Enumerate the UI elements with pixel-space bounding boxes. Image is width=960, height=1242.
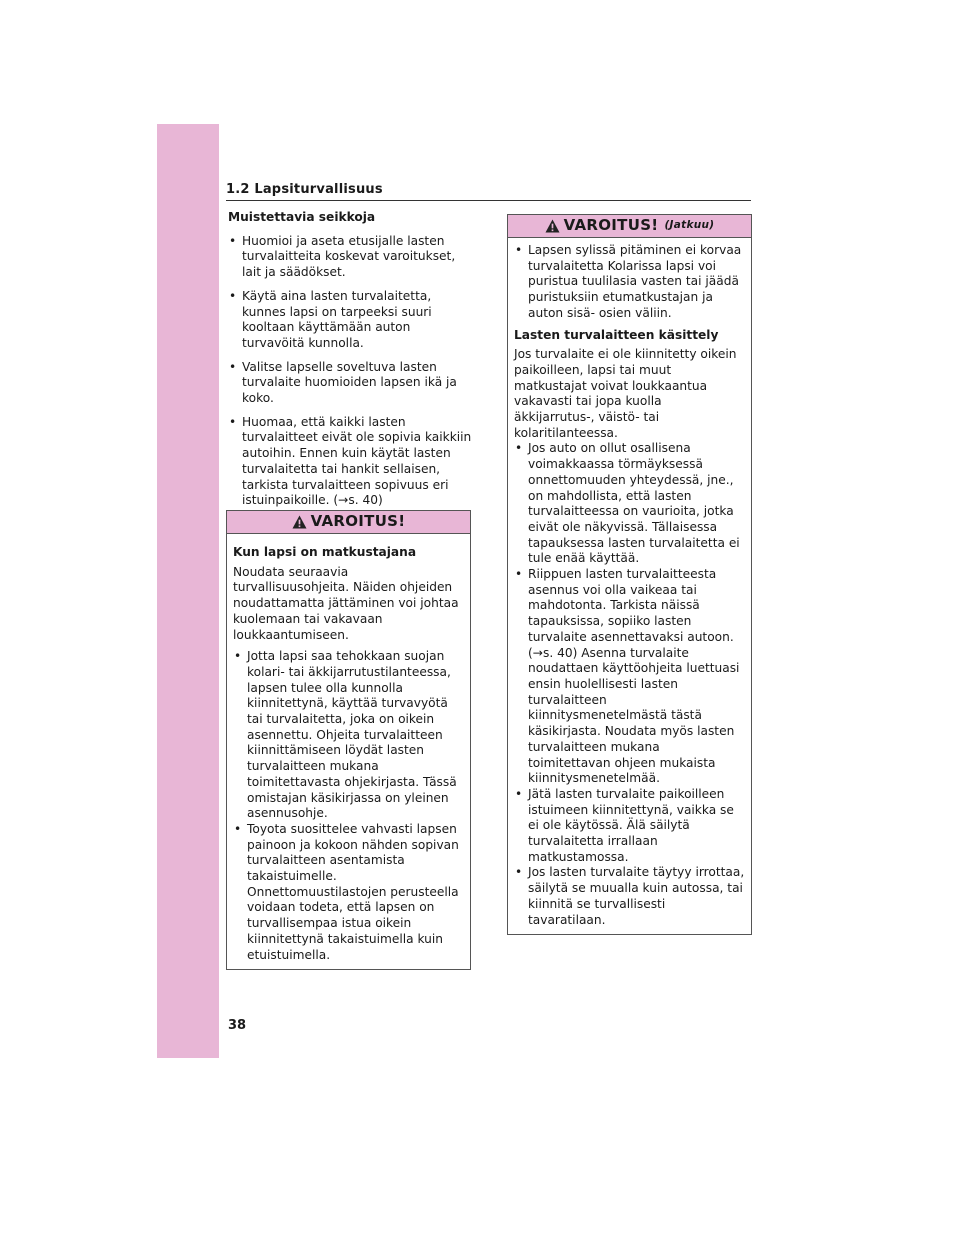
notes-heading: Muistettavia seikkoja bbox=[228, 210, 376, 224]
list-item: • Toyota suosittelee vahvasti lapsen painoon ja kokoon nähden sopivan turvalaitteen asentamista takaistuimelle. Onnettomuustilastojen perusteella voidaan todeta, että lapsen on turvallisempaa istua oikein kiinnitettynä takaistuimella kuin etuistuimella. bbox=[233, 822, 464, 963]
list-item: • Jätä lasten turvalaite paikoilleen istuimeen kiinnitettynä, vaikka se ei ole käytössä. Älä säilytä turvalaitetta irrallaan matkustamossa. bbox=[514, 787, 745, 866]
list-item: • Jos auto on ollut osallisena voimakkaassa törmäyksessä onnettomuuden yhteydessä, jne., on mahdollista, että lasten turvalaitteessa on vaurioita, jotka eivät ole näkyvissä. Tällaisessa tapauksessa lasten turvalaitetta ei tule enää käyttää. bbox=[514, 441, 745, 567]
list-item: • Jos lasten turvalaite täytyy irrottaa, säilytä se muualla kuin autossa, tai kiinnitä se turvallisesti tavaratilaan. bbox=[514, 865, 745, 928]
warning-intro: Jos turvalaite ei ole kiinnitetty oikein paikoilleen, lapsi tai muut matkustajat voivat loukkaantua vakavasti tai jopa kuolla äkkijarrutus-, väistö- tai kolaritilanteessa. bbox=[514, 347, 737, 440]
warning-intro: Noudata seuraavia turvallisuusohjeita. Näiden ohjeiden noudattamatta jättäminen voi johtaa kuolemaan tai vakavaan loukkaantumiseen. bbox=[233, 564, 459, 642]
continued-label: (Jatkuu) bbox=[664, 219, 715, 232]
list-item: • Huomioi ja aseta etusijalle lasten turvalaitteita koskevat varoitukset, lait ja säädökset. bbox=[228, 234, 472, 281]
section-title: 1.2 Lapsiturvallisuus bbox=[226, 182, 383, 197]
warning-triangle-icon bbox=[545, 219, 560, 233]
section-header bbox=[226, 178, 751, 201]
page-side-tab bbox=[157, 124, 219, 1058]
warning-box-continued bbox=[507, 214, 752, 935]
page-number: 38 bbox=[228, 1018, 247, 1033]
left-column bbox=[228, 210, 472, 517]
warning-title-bar bbox=[227, 511, 470, 534]
list-item: • Valitse lapselle soveltuva lasten turvalaite huomioiden lapsen ikä ja koko. bbox=[228, 360, 472, 407]
warning-subheading: Lasten turvalaitteen käsittely bbox=[514, 327, 719, 342]
list-item: • Jotta lapsi saa tehokkaan suojan kolari- tai äkkijarrutustilanteessa, lapsen tulee olla kunnolla kiinnitettynä, käyttää turvavyötä tai turvalaitetta, joka on oikein asennettu. Ohjeita turvalaitteen kiinnittämiseen löydät lasten turvalaitteen mukana toimitettavasta ohjekirjasta. Tässä omistajan käsikirjassa on yleinen asennusohje. bbox=[233, 649, 464, 822]
warning-title-bar bbox=[508, 215, 751, 238]
list-item: • Riippuen lasten turvalaitteesta asennus voi olla vaikeaa tai mahdotonta. Tarkista näissä tapauksissa, sopiiko lasten turvalaite asennettavaksi autoon. (→s. 40) Asenna turvalaite noudattaen käyttöohjeita luettuasi ensin huolellisesti lasten turvalaitteen kiinnitysmenetelmästä tästä käsikirjasta. Noudata myös lasten turvalaitteen mukana toimitettavan ohjeen mukaista kiinnitysmenetelmää. bbox=[514, 567, 745, 787]
warning-box bbox=[226, 510, 471, 970]
list-item: • Käytä aina lasten turvalaitetta, kunnes lapsi on tarpeeksi suuri kooltaan käyttämään auton turvavöitä kunnolla. bbox=[228, 289, 472, 352]
warning-title: VAROITUS! bbox=[563, 216, 659, 235]
list-item: • Lapsen sylissä pitäminen ei korvaa turvalaitetta Kolarissa lapsi voi puristua tuulilasia vasten tai jäädä puristuksiin etumatkustajan ja auton sisä- osien väliin. bbox=[514, 243, 745, 322]
warning-subheading: Kun lapsi on matkustajana bbox=[233, 545, 417, 559]
list-item: • Huomaa, että kaikki lasten turvalaitteet eivät ole sopivia kaikkiin autoihin. Ennen kuin käytät lasten turvalaitetta tai hankit sellaisen, tarkista turvalaitteen sopivuus eri istuinpaikoille. (→s. 40) bbox=[228, 415, 472, 509]
warning-title: VAROITUS! bbox=[310, 512, 406, 531]
warning-body bbox=[227, 534, 470, 969]
warning-body bbox=[508, 238, 751, 934]
warning-triangle-icon bbox=[292, 515, 307, 529]
